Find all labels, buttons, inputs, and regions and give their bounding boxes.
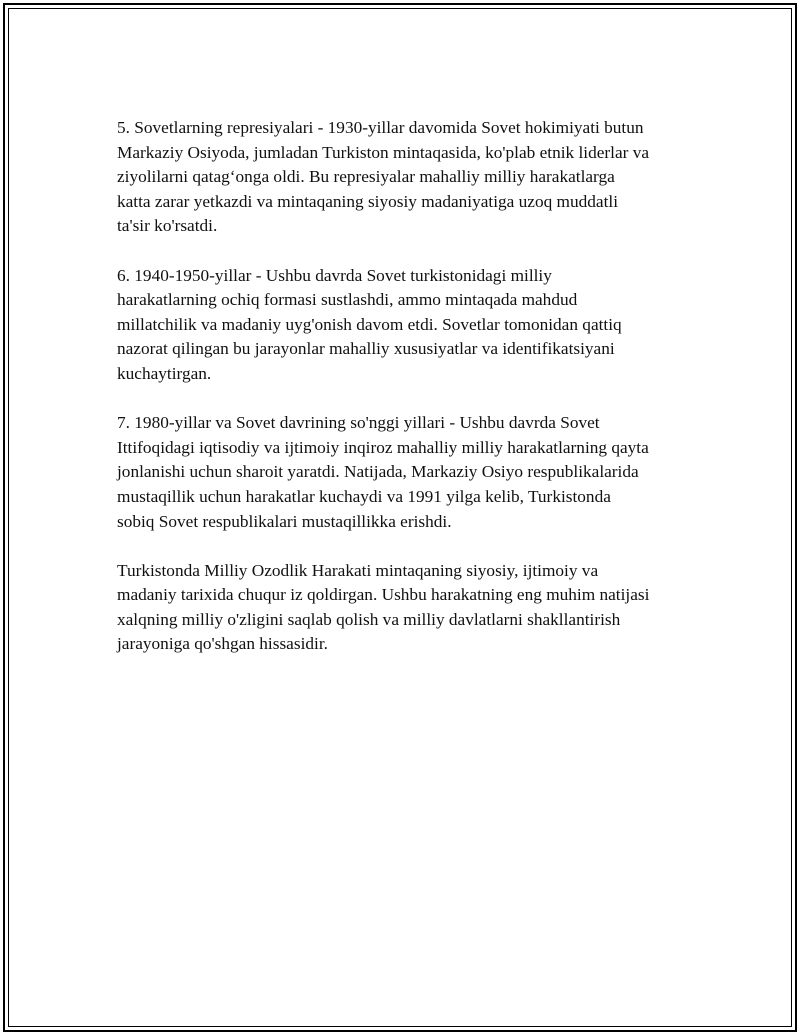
document-body [117,116,707,682]
paragraph-7-1980s: 7. 1980-yillar va Sovet davrining so'nggi yillari - Ushbu davrda Sovet Ittifoqidagi iqtisodiy va ijtimoiy inqiroz mahalliy milliy harakatlarning qayta jonlanishi uchun sharoit yaratdi. Natijada, Markaziy Osiyo respublikalarida mustaqillik uchun harakatlar kuchaydi va 1991 yilga kelib, Turkistonda sobiq Sovet respublikalari mustaqillikka erishdi. [117,413,649,531]
paragraph-5-soviet-repressions: 5. Sovetlarning represiyalari - 1930-yillar davomida Sovet hokimiyati butun Markaziy Osiyoda, jumladan Turkiston mintaqasida, ko'plab etnik liderlar va ziyolilarni qatag‘onga oldi. Bu represiyalar mahalliy milliy harakatlarga katta zarar yetkazdi va mintaqaning siyosiy madaniyatiga uzoq muddatli ta'sir ko'rsatdi. [117,118,650,236]
paragraph-6-1940-1950s: 6. 1940-1950-yillar - Ushbu davrda Sovet turkistonidagi milliy harakatlarning ochiq formasi sustlashdi, ammo mintaqada mahdud millatchilik va madaniy uyg'onish davom etdi. Sovetlar tomonidan qattiq nazorat qilingan bu jarayonlar mahalliy xususiyatlar va identifikatsiyani kuchaytirgan. [117,265,622,383]
paragraph-conclusion: Turkistonda Milliy Ozodlik Harakati mintaqaning siyosiy, ijtimoiy va madaniy tarixida chuqur iz qoldirgan. Ushbu harakatning eng muhim natijasi xalqning milliy o'zligini saqlab qolish va milliy davlatlarni shakllantirish jarayoniga qo'shgan hissasidir. [117,560,650,654]
